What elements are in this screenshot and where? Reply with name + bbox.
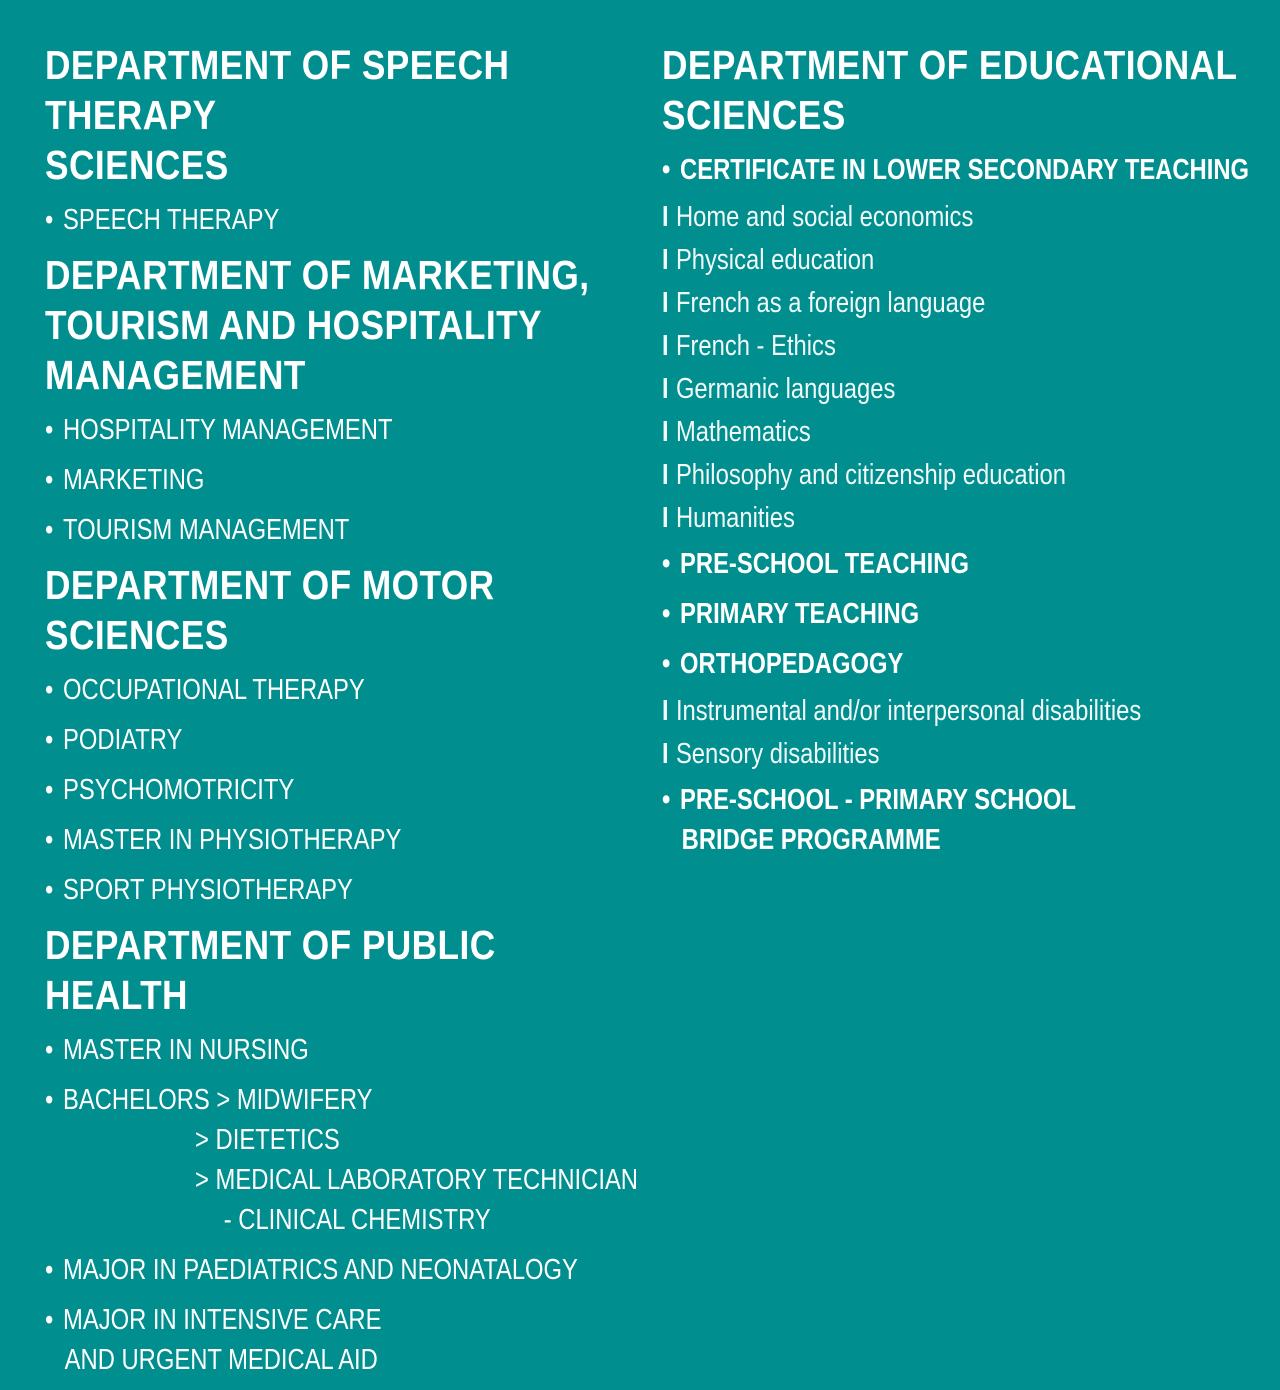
dept-motor-sciences-title: DEPARTMENT OF MOTOR SCIENCES bbox=[45, 562, 495, 658]
program-primary-teaching: • PRIMARY TEACHING bbox=[662, 598, 920, 630]
program-preschool-teaching: • PRE-SCHOOL TEACHING bbox=[662, 548, 969, 580]
program-sport-physiotherapy: • SPORT PHYSIOTHERAPY bbox=[45, 874, 353, 906]
subject-mathematics: I Mathematics bbox=[662, 416, 811, 448]
program-podiatry: • PODIATRY bbox=[45, 724, 183, 756]
program-bridge-programme: • PRE-SCHOOL - PRIMARY SCHOOL BRIDGE PROGRAMME bbox=[662, 784, 1076, 856]
program-master-nursing: • MASTER IN NURSING bbox=[45, 1034, 309, 1066]
program-hospitality-management: • HOSPITALITY MANAGEMENT bbox=[45, 414, 393, 446]
program-speech-therapy: • SPEECH THERAPY bbox=[45, 204, 280, 236]
subject-french-ethics: I French - Ethics bbox=[662, 330, 836, 362]
right-column bbox=[662, 40, 1252, 870]
subject-instrumental-disabilities: I Instrumental and/or interpersonal disabilities bbox=[662, 695, 1142, 727]
bachelor-dietetics: > DIETETICS bbox=[195, 1124, 340, 1156]
subject-germanic-languages: I Germanic languages bbox=[662, 373, 896, 405]
program-occupational-therapy: • OCCUPATIONAL THERAPY bbox=[45, 674, 365, 706]
subject-humanities: I Humanities bbox=[662, 502, 795, 534]
dept-marketing-title: DEPARTMENT OF MARKETING, TOURISM AND HOSPITALITY MANAGEMENT bbox=[45, 252, 590, 398]
bachelor-clinical-chemistry: - CLINICAL CHEMISTRY bbox=[223, 1204, 491, 1236]
subject-home-social-economics: I Home and social economics bbox=[662, 201, 974, 233]
subject-physical-education: I Physical education bbox=[662, 244, 875, 276]
subject-sensory-disabilities: I Sensory disabilities bbox=[662, 738, 880, 770]
program-major-paediatrics: • MAJOR IN PAEDIATRICS AND NEONATALOGY bbox=[45, 1254, 578, 1286]
dept-speech-therapy-title: DEPARTMENT OF SPEECH THERAPY SCIENCES bbox=[45, 42, 510, 188]
subject-french-foreign: I French as a foreign language bbox=[662, 287, 986, 319]
program-major-intensive-care: • MAJOR IN INTENSIVE CARE AND URGENT MEDICAL AID bbox=[45, 1304, 382, 1376]
program-certificate-lower-secondary: • CERTIFICATE IN LOWER SECONDARY TEACHING bbox=[662, 154, 1250, 186]
program-tourism-management: • TOURISM MANAGEMENT bbox=[45, 514, 350, 546]
subject-philosophy-citizenship: I Philosophy and citizenship education bbox=[662, 459, 1066, 491]
program-bachelors: • BACHELORS > MIDWIFERY > DIETETICS > MEDICAL LABORATORY TECHNICIAN - CLINICAL CHEMISTRY bbox=[45, 1080, 620, 1240]
left-column bbox=[45, 40, 638, 1390]
program-orthopedagogy: • ORTHOPEDAGOGY bbox=[662, 648, 904, 680]
program-marketing: • MARKETING bbox=[45, 464, 205, 496]
bachelor-medical-lab-technician: > MEDICAL LABORATORY TECHNICIAN bbox=[195, 1164, 638, 1196]
program-master-physiotherapy: • MASTER IN PHYSIOTHERAPY bbox=[45, 824, 402, 856]
program-psychomotricity: • PSYCHOMOTRICITY bbox=[45, 774, 295, 806]
bachelor-midwifery: > MIDWIFERY bbox=[216, 1084, 373, 1116]
dept-public-health-title: DEPARTMENT OF PUBLIC HEALTH bbox=[45, 922, 496, 1018]
dept-educational-sciences-title: DEPARTMENT OF EDUCATIONAL SCIENCES bbox=[662, 42, 1238, 138]
